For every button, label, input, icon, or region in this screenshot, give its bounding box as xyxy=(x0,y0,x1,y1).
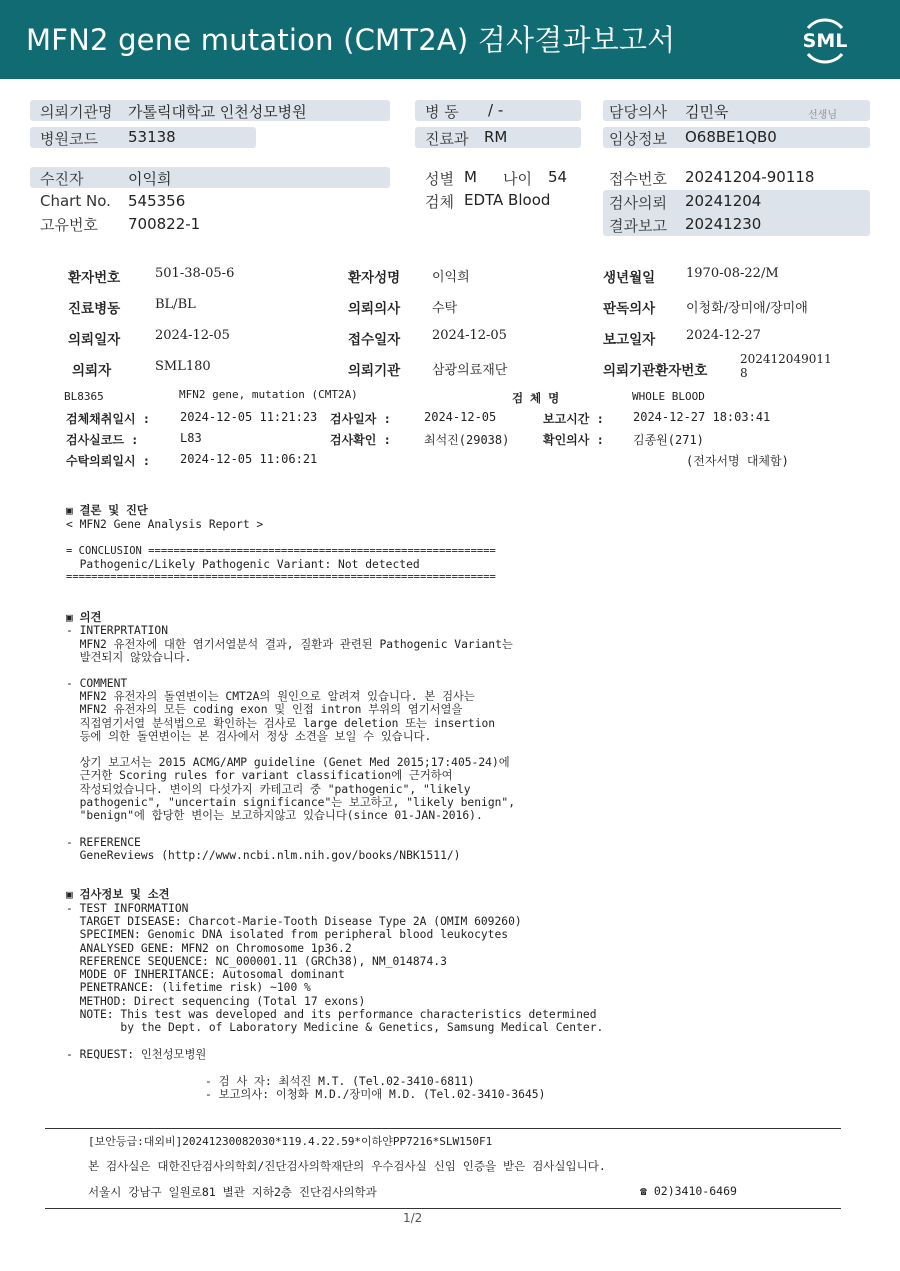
detail-value: 이익희 xyxy=(432,270,470,285)
esign-note: (전자서명 대체함) xyxy=(686,454,789,468)
room-value: L83 xyxy=(180,431,202,445)
ward-label: 병 동 xyxy=(425,103,459,121)
guideline-line: 상기 보고서는 2015 ACMG/AMP guideline (Genet Med 2015;17:405-24)에 xyxy=(66,756,510,769)
sex-value: M xyxy=(464,168,477,186)
code-value: 53138 xyxy=(128,128,176,146)
test-code: BL8365 xyxy=(64,390,104,403)
id-label: 고유번호 xyxy=(40,216,98,234)
age-label: 나이 xyxy=(503,170,532,188)
code-label: 병원코드 xyxy=(40,130,98,148)
guideline-line: pathogenic", "uncertain significance"는 보고하고, "likely benign", xyxy=(66,796,516,809)
approve-label: 확인의사 : xyxy=(543,433,604,447)
test-name: MFN2 gene, mutation (CMT2A) xyxy=(179,388,358,401)
detail-value: 2024-12-05 xyxy=(432,328,507,343)
dept-value: RM xyxy=(484,128,508,146)
report-header xyxy=(0,0,900,79)
ward-value: / - xyxy=(488,101,504,119)
detail-value: 501-38-05-6 xyxy=(155,266,235,281)
org-value: 가톨릭대학교 인천성모병원 xyxy=(128,103,307,121)
security-line: [보안등급:대외비]20241230082030*119.4.22.59*이하얀PP7216*SLW150F1 xyxy=(88,1135,493,1148)
request-value: 20241204 xyxy=(685,192,762,210)
org-label: 의뢰기관명 xyxy=(40,103,113,121)
reporter-line: - 보고의사: 이청화 M.D./장미애 M.D. (Tel.02-3410-3645) xyxy=(205,1088,546,1101)
room-label: 검사실코드 : xyxy=(66,433,139,447)
detail-value: 2024-12-27 xyxy=(686,328,761,343)
report-subtitle: < MFN2 Gene Analysis Report > xyxy=(66,518,264,531)
testinfo-line: METHOD: Direct sequencing (Total 17 exons) xyxy=(66,995,366,1008)
detail-label: 진료병동 xyxy=(68,301,121,317)
doctor-suffix: 선생님 xyxy=(808,110,837,121)
detail-label: 접수일자 xyxy=(348,332,401,348)
section-conclusion-title: ▣ 결론 및 진단 xyxy=(66,504,148,517)
svg-text:SML: SML xyxy=(802,30,848,52)
detail-label: 의뢰일자 xyxy=(68,332,121,348)
patient-label: 수진자 xyxy=(40,170,84,188)
report-time-value: 2024-12-27 18:03:41 xyxy=(633,410,771,424)
confirm-label: 검사확인 : xyxy=(330,433,391,447)
approve-value: 김종원(271) xyxy=(633,433,704,447)
doctor-value: 김민욱 xyxy=(685,103,729,121)
comment-head: - COMMENT xyxy=(66,677,128,690)
tester-line: - 검 사 자: 최석진 M.T. (Tel.02-3410-6811) xyxy=(205,1075,475,1088)
test-date-value: 2024-12-05 xyxy=(424,410,497,424)
interp-line: 발견되지 않았습니다. xyxy=(66,651,192,664)
testinfo-line: ANALYSED GENE: MFN2 on Chromosome 1p36.2 xyxy=(66,942,352,955)
request-label: 검사의뢰 xyxy=(609,194,667,212)
detail-label: 의뢰기관환자번호 xyxy=(603,363,708,379)
detail-label: 판독의사 xyxy=(603,301,656,317)
detail-label: 의뢰기관 xyxy=(348,363,401,379)
interp-line: MFN2 유전자에 대한 염기서열분석 결과, 질환과 관련된 Pathogenic Variant는 xyxy=(66,638,513,651)
specimen-value: EDTA Blood xyxy=(464,191,551,209)
comment-line: MFN2 유전자의 모든 coding exon 및 인접 intron 부위의 염기서열을 xyxy=(66,703,463,716)
detail-value: BL/BL xyxy=(155,297,196,312)
detail-value: 202412049011 xyxy=(740,352,832,366)
guideline-line: 근거한 Scoring rules for variant classification에 근거하여 xyxy=(66,769,453,782)
collect-label: 검체채취일시 : xyxy=(66,412,151,426)
age-value: 54 xyxy=(548,168,568,186)
detail-value-cont: 8 xyxy=(740,366,748,380)
detail-value: 1970-08-22/M xyxy=(686,266,779,281)
guideline-line: "benign"에 합당한 변이는 보고하지않고 있습니다(since 01-JAN-2016). xyxy=(66,809,483,822)
footer-divider-bottom xyxy=(45,1208,841,1209)
recv-label: 수탁의뢰일시 : xyxy=(66,454,151,468)
receipt-label: 접수번호 xyxy=(609,170,667,188)
detail-label: 보고일자 xyxy=(603,332,656,348)
patient-value: 이익희 xyxy=(128,170,172,188)
section-testinfo-title: ▣ 검사정보 및 소견 xyxy=(66,888,170,901)
reference-head: - REFERENCE xyxy=(66,836,141,849)
report-title: MFN2 gene mutation (CMT2A) 검사결과보고서 xyxy=(26,23,676,57)
testinfo-line: MODE OF INHERITANCE: Autosomal dominant xyxy=(66,968,345,981)
sex-label: 성별 xyxy=(425,170,454,188)
detail-label: 의뢰의사 xyxy=(348,301,401,317)
detail-value: 2024-12-05 xyxy=(155,328,230,343)
comment-line: MFN2 유전자의 돌연변이는 CMT2A의 원인으로 알려져 있습니다. 본 검사는 xyxy=(66,690,475,703)
detail-value: 수탁 xyxy=(432,301,458,316)
clinical-value: O68BE1QB0 xyxy=(685,128,777,146)
guideline-line: 작성되었습니다. 변이의 다섯가지 카테고리 중 "pathogenic", "likely xyxy=(66,783,471,796)
conclusion-end: ==================================================================== xyxy=(66,571,496,583)
testinfo-line: by the Dept. of Laboratory Medicine & Genetics, Samsung Medical Center. xyxy=(66,1021,604,1034)
detail-value: 삼광의료재단 xyxy=(432,363,508,378)
specimen-label: 검체 xyxy=(425,193,454,211)
testinfo-line: NOTE: This test was developed and its performance characteristics determined xyxy=(66,1008,597,1021)
address-line: 서울시 강남구 일원로81 별관 지하2층 진단검사의학과 xyxy=(88,1185,377,1199)
page-number: 1/2 xyxy=(403,1211,423,1225)
testinfo-line: PENETRANCE: (lifetime risk) ~100 % xyxy=(66,981,311,994)
patient-bar xyxy=(30,167,390,188)
collect-value: 2024-12-05 11:21:23 xyxy=(180,410,318,424)
testinfo-line: SPECIMEN: Genomic DNA isolated from peripheral blood leukocytes xyxy=(66,928,509,941)
report-time-label: 보고시간 : xyxy=(543,412,604,426)
recv-value: 2024-12-05 11:06:21 xyxy=(180,452,318,466)
sml-logo-icon xyxy=(796,14,854,66)
phone-line: ☎ 02)3410-6469 xyxy=(640,1184,737,1198)
chart-value: 545356 xyxy=(128,192,186,210)
conclusion-line: = CONCLUSION ======================================================= xyxy=(66,545,496,557)
testinfo-line: TARGET DISEASE: Charcot-Marie-Tooth Disease Type 2A (OMIM 609260) xyxy=(66,915,522,928)
detail-label: 환자번호 xyxy=(68,270,121,286)
doctor-label: 담당의사 xyxy=(609,103,667,121)
id-value: 700822-1 xyxy=(128,215,201,233)
detail-value: SML180 xyxy=(155,359,211,374)
comment-line: 등에 의한 돌연변이는 본 검사에서 정상 소견을 보일 수 있습니다. xyxy=(66,730,432,743)
section-opinion-title: ▣ 의견 xyxy=(66,611,102,624)
spec-label: 검 체 명 xyxy=(512,391,560,405)
report-value: 20241230 xyxy=(685,215,762,233)
clinical-label: 임상정보 xyxy=(609,130,667,148)
reference-link: GeneReviews (http://www.ncbi.nlm.nih.gov/books/NBK1511/) xyxy=(66,849,461,862)
detail-value: 이청화/장미애/장미애 xyxy=(686,301,808,316)
receipt-value: 20241204-90118 xyxy=(685,168,815,186)
spec-value: WHOLE BLOOD xyxy=(632,390,705,403)
request-line: - REQUEST: 인천성모병원 xyxy=(66,1048,207,1061)
dept-label: 진료과 xyxy=(425,130,469,148)
footer-divider-top xyxy=(45,1128,841,1129)
test-date-label: 검사일자 : xyxy=(330,412,391,426)
interp-head: - INTERPRTATION xyxy=(66,624,169,637)
conclusion-text: Pathogenic/Likely Pathogenic Variant: Not detected xyxy=(66,558,420,571)
detail-label: 환자성명 xyxy=(348,270,401,286)
report-label: 결과보고 xyxy=(609,217,667,235)
chart-label: Chart No. xyxy=(40,192,111,210)
comment-line: 직접염기서열 분석법으로 확인하는 검사로 large deletion 또는 insertion xyxy=(66,717,496,730)
detail-label: 의뢰자 xyxy=(72,363,112,379)
detail-label: 생년월일 xyxy=(603,270,656,286)
testinfo-line: REFERENCE SEQUENCE: NC_000001.11 (GRCh38), NM_014874.3 xyxy=(66,955,447,968)
confirm-value: 최석진(29038) xyxy=(424,433,510,447)
testinfo-head: - TEST INFORMATION xyxy=(66,902,189,915)
certification-line: 본 검사실은 대한진단검사의학회/진단검사의학재단의 우수검사실 신임 인증을 받은 검사실입니다. xyxy=(88,1159,606,1173)
